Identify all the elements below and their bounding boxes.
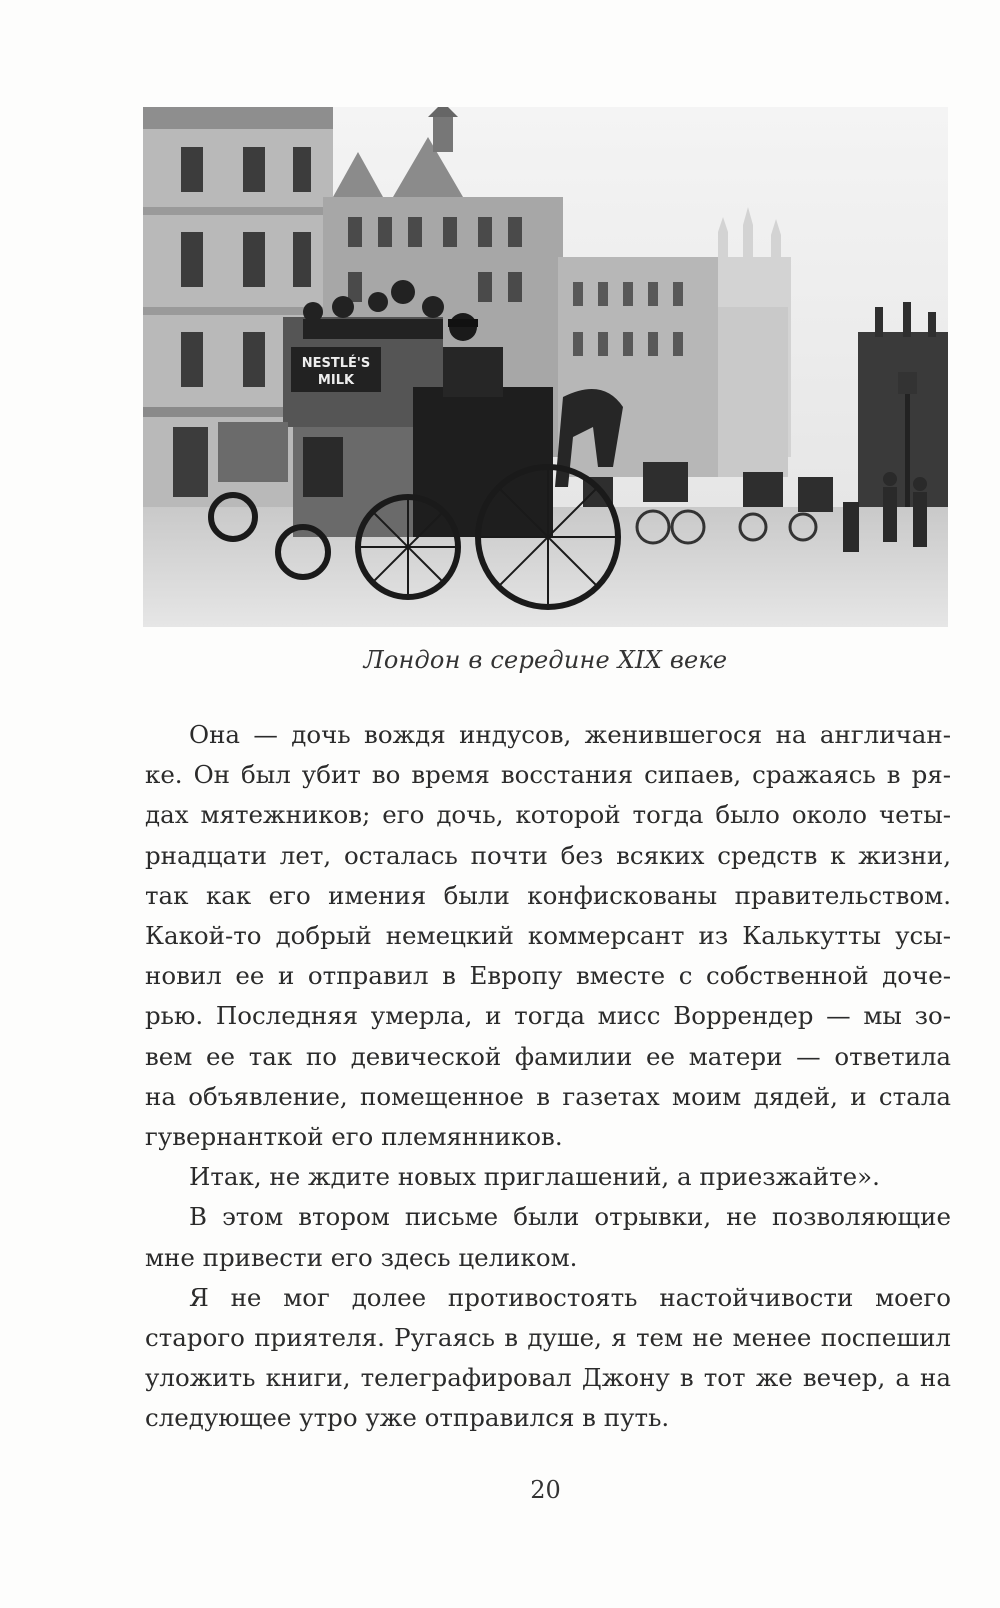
text-line: Итак, не ждите новых приглашений, а приезжайте».: [189, 1162, 880, 1192]
omnibus-sign-line-1: NESTLÉ'S: [301, 356, 371, 371]
page-number: 20: [530, 1476, 561, 1504]
paragraph-3: [145, 1197, 951, 1277]
text-line: уложить книги, телеграфировал Джону в тот же вечер, а на: [145, 1363, 951, 1393]
text-line: новил ее и отправил в Европу вместе с собственной доче-: [145, 961, 951, 991]
text-line: В этом втором письме были отрывки, не позволяющие: [189, 1202, 951, 1232]
text-line: так как его имения были конфискованы правительством.: [145, 880, 951, 910]
text-line: Какой-то добрый немецкий коммерсант из Калькутты усы-: [145, 921, 951, 951]
paragraph-4: [145, 1278, 951, 1439]
text-line: дах мятежников; его дочь, которой тогда было около четы-: [145, 800, 951, 830]
text-line: следующее утро уже отправился в путь.: [145, 1403, 670, 1433]
paragraph-2: [145, 1157, 951, 1197]
london-street-photo: [143, 107, 948, 627]
text-line: рнадцати лет, осталась почти без всяких средств к жизни,: [145, 840, 951, 870]
text-line: рью. Последняя умерла, и тогда мисс Воррендер — мы зо-: [145, 1001, 951, 1031]
text-line: ке. Он был убит во время восстания сипаев, сражаясь в ря-: [145, 760, 951, 790]
text-line: на объявление, помещенное в газетах моим дядей, и стала: [145, 1081, 951, 1111]
body-text: [145, 715, 951, 1439]
paragraph-1: [145, 715, 951, 1157]
text-line: Я не мог долее противостоять настойчивости моего: [189, 1282, 951, 1312]
omnibus-sign-line-2: MILK: [317, 373, 355, 388]
text-line: вем ее так по девической фамилии ее матери — ответила: [145, 1041, 951, 1071]
london-street-photo-illustration: [143, 107, 948, 627]
text-line: мне привести его здесь целиком.: [145, 1242, 578, 1272]
text-line: гувернанткой его племянников.: [145, 1122, 563, 1152]
text-line: старого приятеля. Ругаясь в душе, я тем не менее поспешил: [145, 1323, 951, 1353]
text-line: Она — дочь вождя индусов, женившегося на англичан-: [189, 720, 951, 749]
photo-caption: Лондон в середине XIX веке: [363, 646, 728, 674]
